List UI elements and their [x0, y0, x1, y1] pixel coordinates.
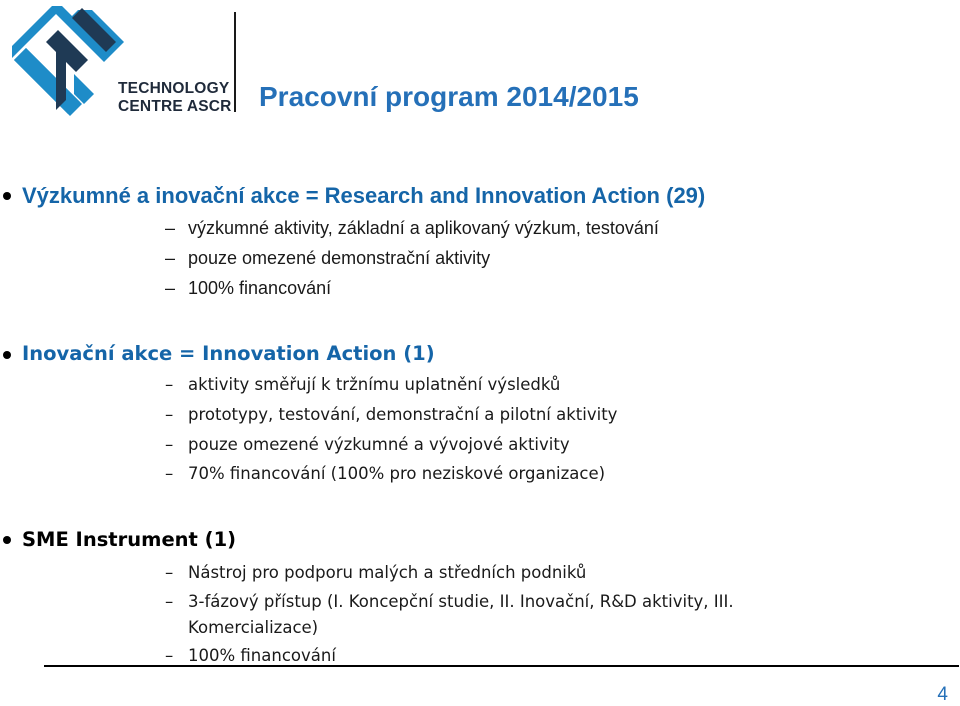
- list-item-text: 100% financování: [188, 278, 332, 298]
- list-item: [165, 217, 659, 239]
- list-item-text: pouze omezené demonstrační aktivity: [188, 248, 491, 268]
- bullet-icon: [3, 536, 11, 544]
- dash-icon: –: [165, 464, 174, 483]
- list-item-text: 100% financování: [188, 646, 336, 665]
- dash-icon: –: [165, 563, 174, 582]
- dash-icon: –: [165, 405, 174, 424]
- list-item: [165, 591, 734, 613]
- list-item-text: 3-fázový přístup (I. Koncepční studie, II. Inovační, R&D aktivity, III.: [188, 592, 734, 611]
- technology-centre-logo-icon: [12, 6, 124, 118]
- list-item-text: výzkumné aktivity, základní a aplikovaný výzkum, testování: [188, 218, 659, 238]
- list-item: [165, 434, 570, 456]
- list-item: [165, 645, 336, 667]
- list-item: [165, 404, 617, 426]
- dash-icon: –: [165, 435, 174, 454]
- list-item: [165, 463, 605, 485]
- list-item: [165, 277, 331, 299]
- list-item-text: 70% financování (100% pro neziskové organizace): [188, 464, 606, 483]
- list-item-continuation: [165, 617, 318, 639]
- page-title: Pracovní program 2014/2015: [259, 81, 639, 112]
- bullet-icon: [3, 351, 11, 359]
- logo-line-2: CENTRE ASCR: [118, 98, 232, 115]
- section-heading-1: Výzkumné a inovační akce = Research and Innovation Action (29): [22, 183, 706, 208]
- dash-icon: –: [165, 592, 174, 611]
- logo-text: [118, 80, 232, 116]
- list-item-text: aktivity směřují k tržnímu uplatnění výsledků: [188, 375, 561, 394]
- dash-icon: –: [165, 248, 176, 268]
- dash-icon: –: [165, 646, 174, 665]
- list-item-text: Komercializace): [188, 618, 319, 637]
- dash-icon: –: [165, 278, 176, 298]
- dash-icon: –: [165, 375, 174, 394]
- list-item: [165, 562, 586, 584]
- list-item-text: pouze omezené výzkumné a vývojové aktivity: [188, 435, 570, 454]
- list-item-text: prototypy, testování, demonstrační a pilotní aktivity: [188, 405, 618, 424]
- section-heading-2: Inovační akce = Innovation Action (1): [22, 342, 435, 365]
- page-number: 4: [937, 684, 948, 705]
- list-item: [165, 247, 490, 269]
- dash-icon: –: [165, 218, 176, 238]
- header-divider: [234, 12, 236, 112]
- section-heading-3: SME Instrument (1): [22, 528, 237, 551]
- bullet-icon: [3, 192, 11, 200]
- list-item-text: Nástroj pro podporu malých a středních podniků: [188, 563, 587, 582]
- footer-divider: [44, 665, 959, 667]
- list-item: [165, 374, 560, 396]
- logo-line-1: TECHNOLOGY: [118, 80, 230, 97]
